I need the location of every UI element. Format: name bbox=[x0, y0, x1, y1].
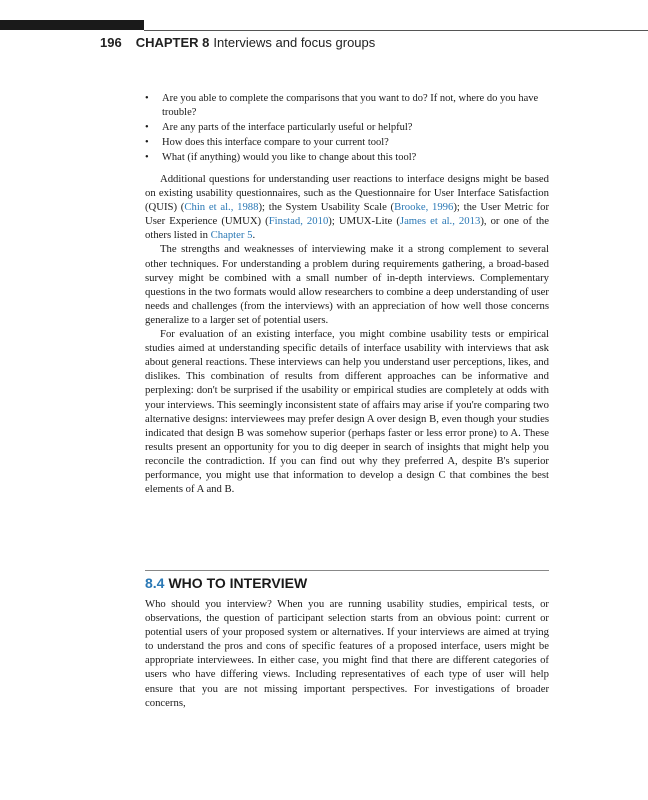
list-item bbox=[145, 92, 550, 120]
list-item-text: Are any parts of the interface particularly useful or helpful? bbox=[162, 122, 413, 133]
text-run: Additional questions for understanding user reactions to interface designs might be based on existing usability questionnaires, such as the Questionnaire for User Interface Satisfaction (QUIS) ( bbox=[145, 173, 549, 214]
chapter-link[interactable]: Chapter 5 bbox=[210, 229, 253, 242]
paragraph-strengths: The strengths and weaknesses of interviewing make it a strong complement to several other techniques. For understanding a problem during requirements gathering, a broad-based survey might be combined with a small number of in-depth interviews. Complementary questions in the two formats would allow researchers to combine a deep understanding of user needs and challenges (from the interviews) with an appreciation of how well those concerns generalize to a larger set of potential users. bbox=[145, 243, 549, 326]
chapter-label: CHAPTER 8 bbox=[135, 35, 210, 50]
page-number: 196 bbox=[100, 35, 122, 50]
section-heading bbox=[145, 575, 549, 591]
text-run: ), or one of the others listed in bbox=[145, 215, 550, 242]
paragraph-questionnaires bbox=[145, 172, 549, 242]
header-rule bbox=[144, 30, 648, 31]
citation-link[interactable]: Brooke, 1996 bbox=[394, 201, 454, 214]
body-text bbox=[145, 172, 549, 496]
text-run: ); the User Metric for User Experience (UMUX) ( bbox=[145, 201, 550, 228]
list-item bbox=[145, 121, 550, 135]
header-bar bbox=[0, 20, 144, 30]
citation-link[interactable]: Chin et al., 1988 bbox=[184, 201, 259, 214]
bullet-icon: • bbox=[145, 93, 149, 104]
list-item bbox=[145, 151, 550, 165]
list-item-text: What (if anything) would you like to change about this tool? bbox=[162, 152, 417, 163]
paragraph-who-to-interview: Who should you interview? When you are running usability studies, empirical tests, or observations, the question of participant selection starts from an obvious point: current or potential users of your proposed system or alternatives. If your interviews are aimed at trying to understand the pros and cons of specific features of a proposed interface, users might be appropriate interviewees. In either case, you might find that there are different categories of users who have differing views. Including representatives of each type of user will help ensure that you are not missing important perspectives. For investigations of broader concerns, bbox=[145, 598, 549, 709]
text-run: . bbox=[252, 229, 256, 242]
list-item bbox=[145, 136, 550, 150]
running-header bbox=[100, 35, 620, 55]
paragraph-evaluation: For evaluation of an existing interface, you might combine usability tests or empirical studies aimed at understanding specific details of interface usability with interviews that ask about general reactions. These interviews can help you understand user perceptions, likes, and dislikes. This combination of results from different approaches can be informative and perplexing: don't be surprised if the usability or empirical studies are completely at odds with your interviews. This seemingly inconsistent state of affairs may arise if you're comparing two alternative designs: interviewees may prefer design A over design B, even though your studies indicated that design B was somehow superior (perhaps faster or less error prone) to A. These results present an opportunity for you to dig deeper in search of insights that might help you reconcile the contradiction. If you can find out why they preferred A, despite B's superior performance, you might use that information to develop a design C that combines the best elements of A and B. bbox=[145, 328, 549, 496]
question-list bbox=[145, 92, 550, 166]
list-item-text: How does this interface compare to your current tool? bbox=[162, 137, 389, 148]
bullet-icon: • bbox=[145, 152, 149, 163]
bullet-icon: • bbox=[145, 137, 149, 148]
bullet-icon: • bbox=[145, 122, 149, 133]
chapter-title: Interviews and focus groups bbox=[213, 35, 376, 50]
text-run: ); the System Usability Scale ( bbox=[258, 201, 395, 214]
section-body-text bbox=[145, 597, 549, 710]
section-number: 8.4 bbox=[145, 575, 165, 591]
section-title: WHO TO INTERVIEW bbox=[168, 575, 308, 591]
section-divider bbox=[145, 570, 549, 571]
citation-link[interactable]: James et al., 2013 bbox=[399, 215, 481, 228]
text-run: ); UMUX-Lite ( bbox=[328, 215, 400, 228]
list-item-text: Are you able to complete the comparisons that you want to do? If not, where do you have trouble? bbox=[162, 93, 539, 118]
citation-link[interactable]: Finstad, 2010 bbox=[268, 215, 329, 228]
